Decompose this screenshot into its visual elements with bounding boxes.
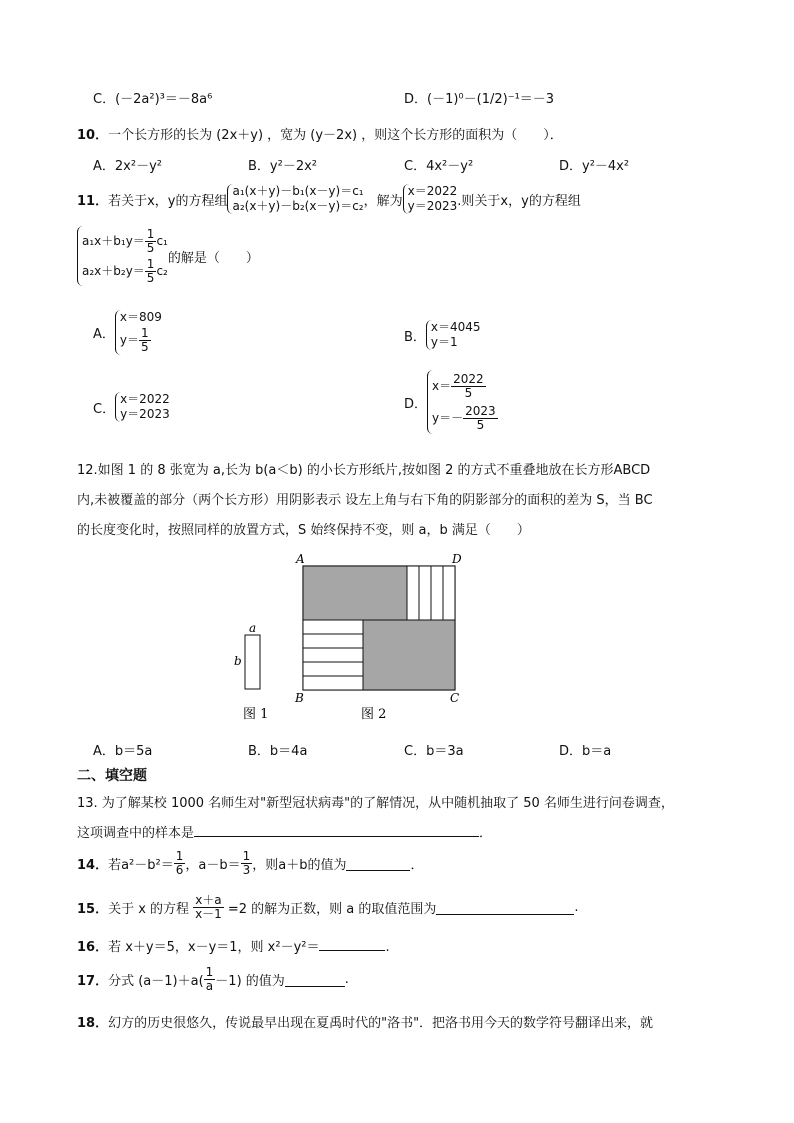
fig2-horizontal-strip bbox=[303, 648, 363, 662]
q17-part1: 分式 (a－1)＋a( bbox=[108, 974, 204, 989]
q14-part3: ，则a＋b的值为 bbox=[252, 858, 347, 873]
q11-system-1 bbox=[227, 184, 363, 214]
fig2-horizontal-strip bbox=[303, 634, 363, 648]
fig2-label-C: C bbox=[450, 691, 460, 705]
q11-sys2-eq1: a₁x＋b₁y＝ bbox=[82, 234, 145, 248]
q17-frac: $\frac{1}{a}$ bbox=[205, 965, 214, 993]
q11-stem-part3: .则关于x，y的方程组 bbox=[457, 193, 581, 209]
q13-line2-text: 这项调查中的样本是 bbox=[77, 826, 195, 841]
q11-stem bbox=[77, 184, 581, 214]
q13-line1: 13. 为了解某校 1000 名师生对"新型冠状病毒"的了解情况，从中随机抽取了 50 名师生进行问卷调查， bbox=[77, 796, 674, 811]
q10-number: 10． bbox=[77, 128, 109, 143]
q14-answer-blank[interactable] bbox=[346, 856, 410, 871]
q9-option-c[interactable]: C．(－2a²)³＝－8a⁶ bbox=[93, 92, 213, 107]
q14-frac1: $\frac{1}{6}$ bbox=[175, 849, 184, 877]
fig1-caption: 图 1 bbox=[243, 707, 269, 722]
q15-stem bbox=[77, 894, 578, 921]
q12-option-c[interactable]: C．b＝3a bbox=[404, 744, 464, 759]
q11-option-c[interactable]: C． x＝2022 y＝2023 bbox=[93, 392, 170, 421]
q11-stem-part4: 的解是（ ） bbox=[167, 250, 259, 266]
q10-stem bbox=[77, 124, 563, 143]
q12-option-a[interactable]: A．b＝5a bbox=[93, 744, 153, 759]
q12-option-d[interactable]: D．b＝a bbox=[559, 744, 612, 759]
q12-line2: 内,未被覆盖的部分（两个长方形）用阴影表示 设左上角与右下角的阴影部分的面积的差为 S，当 BC bbox=[77, 493, 653, 508]
q15-end: . bbox=[574, 900, 579, 915]
q15-number: 15． bbox=[77, 902, 109, 917]
fig2-vertical-strip bbox=[431, 566, 443, 620]
fig2-shaded-top-left bbox=[303, 566, 407, 620]
fig2-horizontal-strip bbox=[303, 620, 363, 634]
q13-end: ． bbox=[479, 826, 493, 841]
fig2-caption: 图 2 bbox=[361, 707, 387, 722]
q16-stem bbox=[77, 936, 390, 955]
q10-option-c[interactable]: C．4x²－y² bbox=[404, 159, 474, 174]
q18-stem bbox=[77, 1012, 653, 1031]
q16-end: . bbox=[385, 940, 390, 955]
fig2-label-A: A bbox=[296, 552, 305, 566]
fig2-vertical-strip bbox=[407, 566, 419, 620]
q11-stem-part2: ，解为 bbox=[363, 193, 403, 209]
q11-sol-eq2: y＝2023 bbox=[407, 199, 458, 213]
fig1-label-b: b bbox=[234, 654, 242, 668]
q10-stem-text: 一个长方形的长为 (2x＋y) ，宽为 (y－2x) ，则这个长方形的面积为（ ）． bbox=[108, 128, 563, 143]
q15-frac: $\frac{x+a}{x-1}$ bbox=[195, 893, 222, 921]
q14-part1: 若a²－b²＝ bbox=[108, 858, 174, 873]
fig2-vertical-strip bbox=[419, 566, 431, 620]
q11-number: 11． bbox=[77, 193, 109, 209]
q11-sys2-c2: c₂ bbox=[156, 264, 168, 278]
fig2-label-B: B bbox=[295, 691, 304, 705]
q16-text: 若 x＋y＝5，x－y＝1，则 x²－y²＝ bbox=[108, 940, 320, 955]
fig2-vertical-strip bbox=[443, 566, 455, 620]
q17-end: . bbox=[344, 972, 349, 987]
q11-sys1-eq1: a₁(x＋y)－b₁(x－y)＝c₁ bbox=[232, 184, 364, 198]
q11-stem-part1: 若关于x，y的方程组 bbox=[108, 193, 228, 209]
q11-system-2 bbox=[77, 226, 168, 286]
q11-sys2-c1: c₁ bbox=[156, 234, 168, 248]
q11-sys2-eq2: a₂x＋b₂y＝ bbox=[82, 264, 145, 278]
q12-option-b[interactable]: B．b＝4a bbox=[248, 744, 308, 759]
q18-number: 18． bbox=[77, 1016, 109, 1031]
q15-answer-blank[interactable] bbox=[436, 900, 574, 915]
q11-sys2-frac1: $\frac{1}{5}$ bbox=[146, 227, 155, 255]
q11-sol-eq1: x＝2022 bbox=[407, 184, 458, 198]
q10-option-d[interactable]: D．y²－4x² bbox=[559, 159, 630, 174]
q18-text: 幻方的历史很悠久，传说最早出现在夏禹时代的"洛书"．把洛书用今天的数学符号翻译出来，就 bbox=[108, 1016, 654, 1031]
q14-number: 14． bbox=[77, 858, 109, 873]
q14-end: ． bbox=[410, 858, 424, 873]
q17-number: 17． bbox=[77, 974, 109, 989]
q14-frac2: $\frac{1}{3}$ bbox=[242, 849, 251, 877]
q13-line2 bbox=[77, 822, 492, 841]
q12-line1: 12.如图 1 的 8 张宽为 a,长为 b(a＜b) 的小长方形纸片,按如图 2 的方式不重叠地放在长方形ABCD bbox=[77, 463, 651, 478]
q11-sys2-frac2: $\frac{1}{5}$ bbox=[146, 257, 155, 285]
fig1-label-a: a bbox=[249, 621, 257, 635]
q11-system-2-line bbox=[77, 226, 259, 286]
q15-part1: 关于 x 的方程 bbox=[108, 902, 190, 917]
fig2-horizontal-strip bbox=[303, 662, 363, 676]
q13-answer-blank[interactable] bbox=[194, 836, 479, 837]
fig2-label-D: D bbox=[452, 552, 462, 566]
q11-option-a[interactable]: A． x＝809 y＝ $\frac{1}{5}$ bbox=[93, 310, 162, 354]
q11-sys1-eq2: a₂(x＋y)－b₂(x－y)＝c₂ bbox=[232, 199, 364, 213]
q17-part2: －1) 的值为 bbox=[215, 974, 285, 989]
q10-option-b[interactable]: B．y²－2x² bbox=[248, 159, 317, 174]
q12-figure bbox=[230, 550, 480, 725]
q14-part2: ，a－b＝ bbox=[185, 858, 241, 873]
fig2-shaded-bottom-right bbox=[363, 620, 455, 690]
q16-answer-blank[interactable] bbox=[319, 938, 385, 951]
q11-option-b[interactable]: B． x＝4045 y＝1 bbox=[404, 320, 481, 349]
fig2-horizontal-strip bbox=[303, 676, 363, 690]
q14-stem bbox=[77, 850, 423, 877]
q9-option-d[interactable]: D．(－1)⁰－(1/2)⁻¹＝－3 bbox=[404, 92, 555, 107]
q17-answer-blank[interactable] bbox=[285, 972, 345, 987]
q11-option-d[interactable]: D． x＝ $\frac{2022}{5}$ y＝－ $\frac{2023}{5}$ bbox=[404, 372, 496, 432]
q15-part2: =2 的解为正数，则 a 的取值范围为 bbox=[227, 902, 437, 917]
q10-option-a[interactable]: A．2x²－y² bbox=[93, 159, 162, 174]
section-title-fill-in: 二、填空题 bbox=[77, 768, 147, 784]
q11-solution bbox=[403, 184, 458, 214]
q12-line3: 的长度变化时，按照同样的放置方式，S 始终保持不变，则 a，b 满足（ ） bbox=[77, 523, 530, 538]
q16-number: 16． bbox=[77, 940, 109, 955]
q17-stem bbox=[77, 966, 349, 993]
fig1-rectangle bbox=[245, 635, 260, 689]
